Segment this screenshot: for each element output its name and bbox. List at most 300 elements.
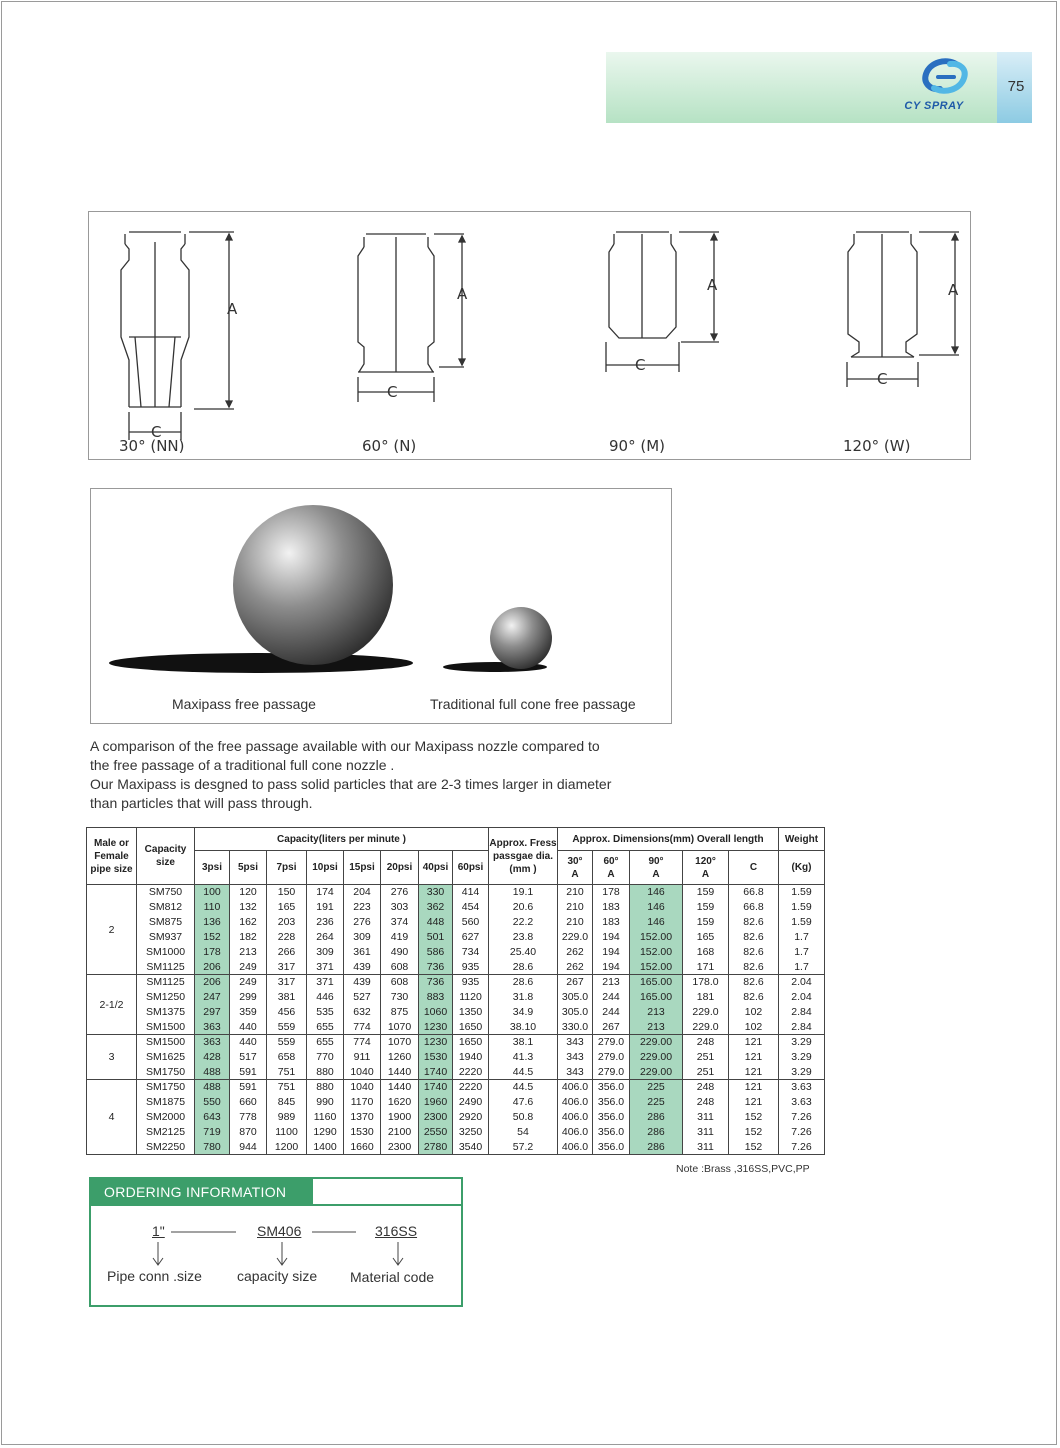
value-cell: 3.29 bbox=[779, 1035, 825, 1050]
value-cell: 1620 bbox=[381, 1095, 419, 1110]
model-cell: SM1000 bbox=[137, 945, 195, 960]
value-cell: 57.2 bbox=[489, 1140, 558, 1155]
description-line: Our Maxipass is desgned to pass solid particles that are 2-3 times larger in diameter bbox=[90, 776, 612, 792]
value-cell: 152 bbox=[729, 1125, 779, 1140]
value-cell: 100 bbox=[195, 885, 230, 900]
value-cell: 440 bbox=[230, 1020, 267, 1035]
value-cell: 23.8 bbox=[489, 930, 558, 945]
nozzle-60-drawing bbox=[358, 234, 468, 402]
value-cell: 1.59 bbox=[779, 885, 825, 900]
model-cell: SM937 bbox=[137, 930, 195, 945]
header-pressure: 60psi bbox=[453, 851, 489, 885]
value-cell: 309 bbox=[307, 945, 344, 960]
value-cell: 248 bbox=[683, 1080, 729, 1095]
value-cell: 356.0 bbox=[593, 1125, 630, 1140]
value-cell: 223 bbox=[344, 900, 381, 915]
value-cell: 439 bbox=[344, 960, 381, 975]
material-code: 316SS bbox=[375, 1223, 418, 1239]
value-cell: 632 bbox=[344, 1005, 381, 1020]
value-cell: 262 bbox=[558, 945, 593, 960]
value-cell: 1400 bbox=[307, 1140, 344, 1155]
value-cell: 406.0 bbox=[558, 1125, 593, 1140]
value-cell: 1960 bbox=[419, 1095, 453, 1110]
value-cell: 2550 bbox=[419, 1125, 453, 1140]
value-cell: 236 bbox=[307, 915, 344, 930]
table-row bbox=[87, 945, 825, 960]
value-cell: 297 bbox=[195, 1005, 230, 1020]
nozzle-60-dim-a: A bbox=[457, 285, 468, 303]
model-cell: SM1125 bbox=[137, 960, 195, 975]
value-cell: 719 bbox=[195, 1125, 230, 1140]
nozzle-30-caption: 30° (NN) bbox=[119, 437, 185, 455]
table-row bbox=[87, 960, 825, 975]
value-cell: 381 bbox=[267, 990, 307, 1005]
nozzle-120-drawing bbox=[847, 232, 959, 387]
nozzle-30-dim-c: C bbox=[151, 423, 162, 441]
value-cell: 225 bbox=[630, 1080, 683, 1095]
value-cell: 456 bbox=[267, 1005, 307, 1020]
value-cell: 228 bbox=[267, 930, 307, 945]
value-cell: 183 bbox=[593, 915, 630, 930]
value-cell: 206 bbox=[195, 975, 230, 990]
value-cell: 311 bbox=[683, 1125, 729, 1140]
value-cell: 152 bbox=[729, 1140, 779, 1155]
value-cell: 2220 bbox=[453, 1065, 489, 1080]
value-cell: 627 bbox=[453, 930, 489, 945]
header-pressure: 40psi bbox=[419, 851, 453, 885]
nozzle-90-drawing bbox=[606, 232, 719, 372]
value-cell: 213 bbox=[630, 1020, 683, 1035]
table-row bbox=[87, 1050, 825, 1065]
traditional-label: Traditional full cone free passage bbox=[430, 696, 636, 712]
value-cell: 266 bbox=[267, 945, 307, 960]
value-cell: 168 bbox=[683, 945, 729, 960]
value-cell: 286 bbox=[630, 1110, 683, 1125]
value-cell: 660 bbox=[230, 1095, 267, 1110]
value-cell: 311 bbox=[683, 1140, 729, 1155]
value-cell: 311 bbox=[683, 1110, 729, 1125]
model-cell: SM1875 bbox=[137, 1095, 195, 1110]
value-cell: 159 bbox=[683, 900, 729, 915]
value-cell: 279.0 bbox=[593, 1050, 630, 1065]
value-cell: 1530 bbox=[419, 1050, 453, 1065]
value-cell: 286 bbox=[630, 1125, 683, 1140]
value-cell: 25.40 bbox=[489, 945, 558, 960]
value-cell: 454 bbox=[453, 900, 489, 915]
value-cell: 1.59 bbox=[779, 915, 825, 930]
model-cell: SM1125 bbox=[137, 975, 195, 990]
cy-spray-logo-icon bbox=[916, 56, 972, 98]
value-cell: 121 bbox=[729, 1035, 779, 1050]
description-line: the free passage of a traditional full cone nozzle . bbox=[90, 757, 395, 773]
value-cell: 751 bbox=[267, 1065, 307, 1080]
nozzle-diagram-panel bbox=[88, 211, 971, 460]
value-cell: 286 bbox=[630, 1140, 683, 1155]
pipe-conn-label: Pipe conn .size bbox=[107, 1268, 202, 1284]
value-cell: 82.6 bbox=[729, 915, 779, 930]
value-cell: 944 bbox=[230, 1140, 267, 1155]
value-cell: 7.26 bbox=[779, 1125, 825, 1140]
value-cell: 586 bbox=[419, 945, 453, 960]
value-cell: 152 bbox=[729, 1110, 779, 1125]
value-cell: 121 bbox=[729, 1050, 779, 1065]
value-cell: 448 bbox=[419, 915, 453, 930]
model-cell: SM1500 bbox=[137, 1020, 195, 1035]
value-cell: 1650 bbox=[453, 1020, 489, 1035]
value-cell: 535 bbox=[307, 1005, 344, 1020]
value-cell: 608 bbox=[381, 960, 419, 975]
value-cell: 305.0 bbox=[558, 1005, 593, 1020]
value-cell: 146 bbox=[630, 900, 683, 915]
model-cell: SM2000 bbox=[137, 1110, 195, 1125]
value-cell: 229.00 bbox=[630, 1065, 683, 1080]
value-cell: 439 bbox=[344, 975, 381, 990]
value-cell: 559 bbox=[267, 1020, 307, 1035]
value-cell: 1070 bbox=[381, 1020, 419, 1035]
value-cell: 182 bbox=[230, 930, 267, 945]
value-cell: 2.04 bbox=[779, 990, 825, 1005]
value-cell: 279.0 bbox=[593, 1035, 630, 1050]
value-cell: 120 bbox=[230, 885, 267, 900]
value-cell: 362 bbox=[419, 900, 453, 915]
nozzle-120-dim-a: A bbox=[948, 281, 959, 299]
header-capacity-group: Capacity(liters per minute ) bbox=[195, 828, 489, 851]
value-cell: 1440 bbox=[381, 1080, 419, 1095]
value-cell: 935 bbox=[453, 960, 489, 975]
value-cell: 2300 bbox=[381, 1140, 419, 1155]
value-cell: 66.8 bbox=[729, 885, 779, 900]
model-cell: SM812 bbox=[137, 900, 195, 915]
value-cell: 44.5 bbox=[489, 1065, 558, 1080]
value-cell: 1.59 bbox=[779, 900, 825, 915]
value-cell: 229.00 bbox=[630, 1035, 683, 1050]
value-cell: 276 bbox=[381, 885, 419, 900]
value-cell: 356.0 bbox=[593, 1095, 630, 1110]
table-row bbox=[87, 930, 825, 945]
value-cell: 330 bbox=[419, 885, 453, 900]
value-cell: 276 bbox=[344, 915, 381, 930]
value-cell: 194 bbox=[593, 945, 630, 960]
value-cell: 2.04 bbox=[779, 975, 825, 990]
table-row bbox=[87, 975, 825, 990]
value-cell: 935 bbox=[453, 975, 489, 990]
large-sphere-shadow bbox=[109, 653, 413, 673]
value-cell: 3.63 bbox=[779, 1095, 825, 1110]
value-cell: 210 bbox=[558, 885, 593, 900]
value-cell: 414 bbox=[453, 885, 489, 900]
value-cell: 736 bbox=[419, 975, 453, 990]
value-cell: 1290 bbox=[307, 1125, 344, 1140]
value-cell: 54 bbox=[489, 1125, 558, 1140]
value-cell: 1.7 bbox=[779, 960, 825, 975]
value-cell: 1170 bbox=[344, 1095, 381, 1110]
value-cell: 183 bbox=[593, 900, 630, 915]
value-cell: 736 bbox=[419, 960, 453, 975]
small-sphere bbox=[490, 607, 552, 669]
value-cell: 2490 bbox=[453, 1095, 489, 1110]
value-cell: 845 bbox=[267, 1095, 307, 1110]
material-label: Material code bbox=[350, 1269, 435, 1285]
value-cell: 2220 bbox=[453, 1080, 489, 1095]
value-cell: 248 bbox=[683, 1095, 729, 1110]
value-cell: 213 bbox=[593, 975, 630, 990]
value-cell: 655 bbox=[307, 1035, 344, 1050]
header-pipe-size: Male or Female pipe size bbox=[87, 828, 137, 885]
value-cell: 28.6 bbox=[489, 975, 558, 990]
value-cell: 136 bbox=[195, 915, 230, 930]
value-cell: 41.3 bbox=[489, 1050, 558, 1065]
value-cell: 361 bbox=[344, 945, 381, 960]
value-cell: 774 bbox=[344, 1020, 381, 1035]
maxipass-label: Maxipass free passage bbox=[172, 696, 316, 712]
value-cell: 194 bbox=[593, 960, 630, 975]
value-cell: 343 bbox=[558, 1050, 593, 1065]
value-cell: 82.6 bbox=[729, 990, 779, 1005]
model-cell: SM1750 bbox=[137, 1065, 195, 1080]
value-cell: 204 bbox=[344, 885, 381, 900]
header-dimensions-group: Approx. Dimensions(mm) Overall length bbox=[558, 828, 779, 851]
value-cell: 20.6 bbox=[489, 900, 558, 915]
value-cell: 778 bbox=[230, 1110, 267, 1125]
value-cell: 488 bbox=[195, 1080, 230, 1095]
nozzle-120-dim-c: C bbox=[877, 370, 888, 388]
table-row bbox=[87, 1140, 825, 1155]
value-cell: 1160 bbox=[307, 1110, 344, 1125]
table-row bbox=[87, 1065, 825, 1080]
table-row bbox=[87, 1095, 825, 1110]
value-cell: 1530 bbox=[344, 1125, 381, 1140]
table-row bbox=[87, 915, 825, 930]
model-cell: SM1500 bbox=[137, 1035, 195, 1050]
value-cell: 66.8 bbox=[729, 900, 779, 915]
value-cell: 174 bbox=[307, 885, 344, 900]
value-cell: 251 bbox=[683, 1050, 729, 1065]
value-cell: 363 bbox=[195, 1035, 230, 1050]
header-pressure: 20psi bbox=[381, 851, 419, 885]
value-cell: 428 bbox=[195, 1050, 230, 1065]
value-cell: 655 bbox=[307, 1020, 344, 1035]
value-cell: 1650 bbox=[453, 1035, 489, 1050]
table-row bbox=[87, 1080, 825, 1095]
value-cell: 159 bbox=[683, 915, 729, 930]
value-cell: 774 bbox=[344, 1035, 381, 1050]
value-cell: 880 bbox=[307, 1080, 344, 1095]
value-cell: 171 bbox=[683, 960, 729, 975]
value-cell: 3.29 bbox=[779, 1050, 825, 1065]
value-cell: 34.9 bbox=[489, 1005, 558, 1020]
value-cell: 152.00 bbox=[630, 930, 683, 945]
large-sphere bbox=[233, 505, 393, 665]
value-cell: 2780 bbox=[419, 1140, 453, 1155]
nozzle-90-dim-c: C bbox=[635, 356, 646, 374]
header-pressure: 7psi bbox=[267, 851, 307, 885]
value-cell: 121 bbox=[729, 1080, 779, 1095]
table-row bbox=[87, 1020, 825, 1035]
model-cell: SM1250 bbox=[137, 990, 195, 1005]
value-cell: 267 bbox=[593, 1020, 630, 1035]
header-capacity-size: Capacity size bbox=[137, 828, 195, 885]
value-cell: 406.0 bbox=[558, 1095, 593, 1110]
value-cell: 363 bbox=[195, 1020, 230, 1035]
header-pressure: 5psi bbox=[230, 851, 267, 885]
value-cell: 734 bbox=[453, 945, 489, 960]
value-cell: 165 bbox=[683, 930, 729, 945]
sphere-illustration bbox=[91, 489, 673, 725]
value-cell: 210 bbox=[558, 915, 593, 930]
nozzle-drawings bbox=[89, 212, 972, 461]
value-cell: 264 bbox=[307, 930, 344, 945]
value-cell: 165.00 bbox=[630, 990, 683, 1005]
value-cell: 178 bbox=[195, 945, 230, 960]
value-cell: 446 bbox=[307, 990, 344, 1005]
value-cell: 229.00 bbox=[630, 1050, 683, 1065]
value-cell: 181 bbox=[683, 990, 729, 1005]
value-cell: 102 bbox=[729, 1005, 779, 1020]
value-cell: 47.6 bbox=[489, 1095, 558, 1110]
value-cell: 371 bbox=[307, 975, 344, 990]
value-cell: 371 bbox=[307, 960, 344, 975]
nozzle-30-drawing bbox=[121, 232, 234, 440]
model-cell: SM2125 bbox=[137, 1125, 195, 1140]
value-cell: 191 bbox=[307, 900, 344, 915]
table-row bbox=[87, 1125, 825, 1140]
value-cell: 2300 bbox=[419, 1110, 453, 1125]
value-cell: 560 bbox=[453, 915, 489, 930]
table-row bbox=[87, 1005, 825, 1020]
value-cell: 1260 bbox=[381, 1050, 419, 1065]
header-passage: Approx. Fress passgae dia.(mm ) bbox=[489, 828, 558, 885]
value-cell: 527 bbox=[344, 990, 381, 1005]
value-cell: 1350 bbox=[453, 1005, 489, 1020]
value-cell: 883 bbox=[419, 990, 453, 1005]
value-cell: 1120 bbox=[453, 990, 489, 1005]
model-cell: SM2250 bbox=[137, 1140, 195, 1155]
value-cell: 165.00 bbox=[630, 975, 683, 990]
value-cell: 2920 bbox=[453, 1110, 489, 1125]
value-cell: 1230 bbox=[419, 1020, 453, 1035]
value-cell: 22.2 bbox=[489, 915, 558, 930]
value-cell: 146 bbox=[630, 915, 683, 930]
value-cell: 225 bbox=[630, 1095, 683, 1110]
value-cell: 229.0 bbox=[683, 1020, 729, 1035]
value-cell: 1740 bbox=[419, 1065, 453, 1080]
value-cell: 406.0 bbox=[558, 1080, 593, 1095]
value-cell: 1660 bbox=[344, 1140, 381, 1155]
value-cell: 229.0 bbox=[558, 930, 593, 945]
value-cell: 730 bbox=[381, 990, 419, 1005]
value-cell: 501 bbox=[419, 930, 453, 945]
header-pressure: 15psi bbox=[344, 851, 381, 885]
value-cell: 152 bbox=[195, 930, 230, 945]
table-row bbox=[87, 990, 825, 1005]
nozzle-120-caption: 120° (W) bbox=[843, 437, 911, 455]
header-pressure: 3psi bbox=[195, 851, 230, 885]
value-cell: 1.7 bbox=[779, 930, 825, 945]
table-row bbox=[87, 1110, 825, 1125]
value-cell: 490 bbox=[381, 945, 419, 960]
value-cell: 162 bbox=[230, 915, 267, 930]
value-cell: 989 bbox=[267, 1110, 307, 1125]
model-cell: SM750 bbox=[137, 885, 195, 900]
pipe-size-cell: 2-1/2 bbox=[87, 975, 137, 1035]
header-dim-120: 120° A bbox=[683, 851, 729, 885]
value-cell: 19.1 bbox=[489, 885, 558, 900]
value-cell: 559 bbox=[267, 1035, 307, 1050]
value-cell: 132 bbox=[230, 900, 267, 915]
value-cell: 152.00 bbox=[630, 945, 683, 960]
header-dim-60: 60° A bbox=[593, 851, 630, 885]
value-cell: 1100 bbox=[267, 1125, 307, 1140]
value-cell: 50.8 bbox=[489, 1110, 558, 1125]
value-cell: 343 bbox=[558, 1035, 593, 1050]
value-cell: 419 bbox=[381, 930, 419, 945]
value-cell: 213 bbox=[630, 1005, 683, 1020]
value-cell: 213 bbox=[230, 945, 267, 960]
value-cell: 356.0 bbox=[593, 1140, 630, 1155]
nozzle-60-caption: 60° (N) bbox=[362, 437, 417, 455]
value-cell: 178.0 bbox=[683, 975, 729, 990]
value-cell: 780 bbox=[195, 1140, 230, 1155]
value-cell: 990 bbox=[307, 1095, 344, 1110]
value-cell: 1070 bbox=[381, 1035, 419, 1050]
value-cell: 1900 bbox=[381, 1110, 419, 1125]
value-cell: 121 bbox=[729, 1095, 779, 1110]
value-cell: 206 bbox=[195, 960, 230, 975]
ordering-arrows bbox=[91, 1179, 461, 1305]
value-cell: 249 bbox=[230, 960, 267, 975]
value-cell: 229.0 bbox=[683, 1005, 729, 1020]
value-cell: 374 bbox=[381, 915, 419, 930]
value-cell: 643 bbox=[195, 1110, 230, 1125]
value-cell: 870 bbox=[230, 1125, 267, 1140]
value-cell: 150 bbox=[267, 885, 307, 900]
header-weight-unit: (Kg) bbox=[779, 851, 825, 885]
value-cell: 249 bbox=[230, 975, 267, 990]
value-cell: 31.8 bbox=[489, 990, 558, 1005]
value-cell: 1040 bbox=[344, 1080, 381, 1095]
capacity-table-body bbox=[87, 885, 825, 1155]
value-cell: 279.0 bbox=[593, 1065, 630, 1080]
ordering-title: ORDERING INFORMATION bbox=[91, 1179, 313, 1206]
nozzle-90-dim-a: A bbox=[707, 276, 718, 294]
description bbox=[90, 737, 690, 813]
value-cell: 356.0 bbox=[593, 1080, 630, 1095]
value-cell: 3540 bbox=[453, 1140, 489, 1155]
header-pressure: 10psi bbox=[307, 851, 344, 885]
value-cell: 28.6 bbox=[489, 960, 558, 975]
model-cell: SM875 bbox=[137, 915, 195, 930]
table-row bbox=[87, 1035, 825, 1050]
value-cell: 2100 bbox=[381, 1125, 419, 1140]
header-dim-30: 30° A bbox=[558, 851, 593, 885]
value-cell: 658 bbox=[267, 1050, 307, 1065]
model-cell: SM1625 bbox=[137, 1050, 195, 1065]
nozzle-90-caption: 90° (M) bbox=[609, 437, 666, 455]
value-cell: 210 bbox=[558, 900, 593, 915]
value-cell: 303 bbox=[381, 900, 419, 915]
page-number: 75 bbox=[1007, 78, 1025, 95]
value-cell: 82.6 bbox=[729, 975, 779, 990]
value-cell: 82.6 bbox=[729, 930, 779, 945]
value-cell: 317 bbox=[267, 975, 307, 990]
value-cell: 309 bbox=[344, 930, 381, 945]
value-cell: 911 bbox=[344, 1050, 381, 1065]
value-cell: 2.84 bbox=[779, 1005, 825, 1020]
value-cell: 770 bbox=[307, 1050, 344, 1065]
brand-name: CY SPRAY bbox=[904, 100, 964, 112]
value-cell: 356.0 bbox=[593, 1110, 630, 1125]
value-cell: 2.84 bbox=[779, 1020, 825, 1035]
